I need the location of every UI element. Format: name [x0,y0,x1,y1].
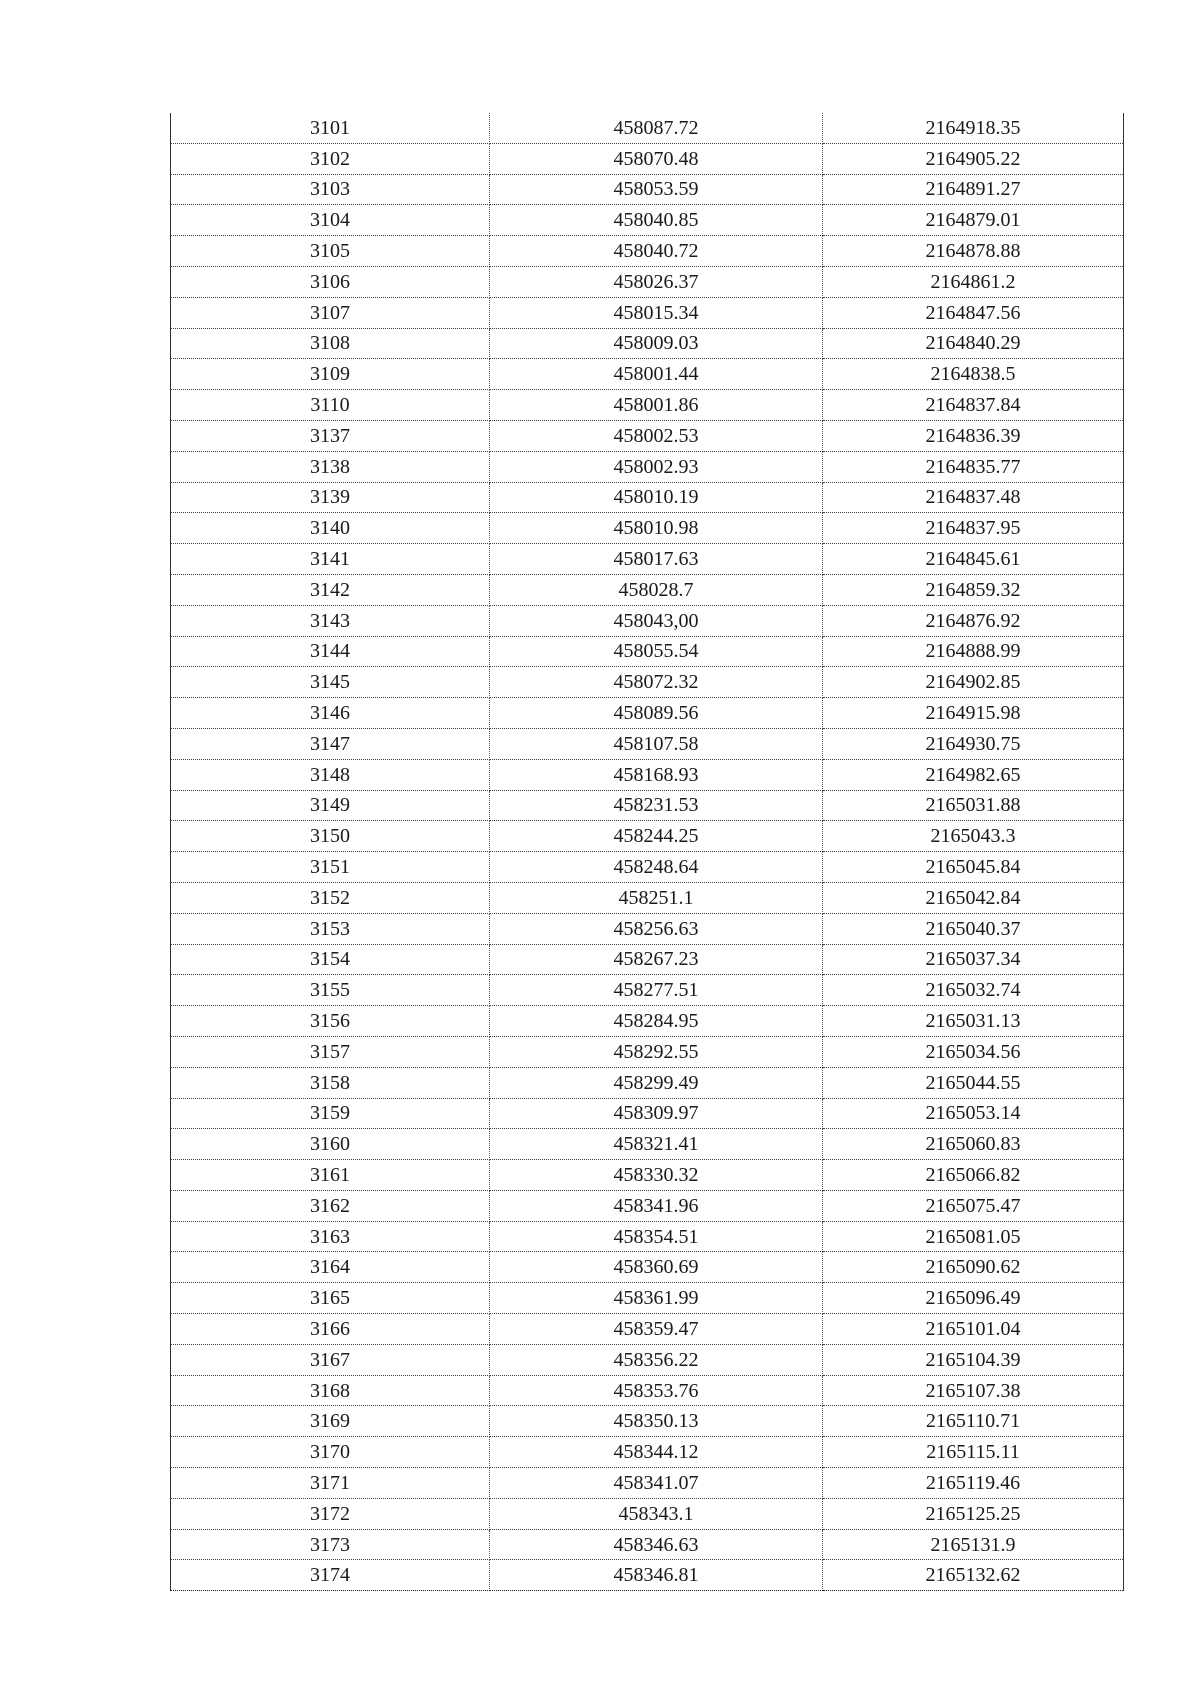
y-coordinate-cell: 2164902.85 [823,667,1124,698]
table-row [171,390,1124,421]
point-number-cell: 3104 [171,205,490,236]
table-row [171,236,1124,267]
x-coordinate-cell: 458072.32 [490,667,823,698]
point-number-cell: 3160 [171,1129,490,1160]
x-coordinate-cell: 458001.86 [490,390,823,421]
point-number-cell: 3149 [171,790,490,821]
x-coordinate-cell: 458292.55 [490,1036,823,1067]
y-coordinate-cell: 2165101.04 [823,1314,1124,1345]
y-coordinate-cell: 2165044.55 [823,1067,1124,1098]
point-number-cell: 3166 [171,1314,490,1345]
x-coordinate-cell: 458010.19 [490,482,823,513]
point-number-cell: 3171 [171,1468,490,1499]
table-row [171,1036,1124,1067]
point-number-cell: 3140 [171,513,490,544]
point-number-cell: 3164 [171,1252,490,1283]
table-row [171,174,1124,205]
table-row [171,698,1124,729]
table-row [171,1375,1124,1406]
table-row [171,913,1124,944]
x-coordinate-cell: 458251.1 [490,882,823,913]
y-coordinate-cell: 2164891.27 [823,174,1124,205]
y-coordinate-cell: 2165066.82 [823,1160,1124,1191]
y-coordinate-cell: 2165131.9 [823,1529,1124,1560]
table-row [171,1529,1124,1560]
point-number-cell: 3152 [171,882,490,913]
x-coordinate-cell: 458244.25 [490,821,823,852]
y-coordinate-cell: 2164837.84 [823,390,1124,421]
point-number-cell: 3101 [171,113,490,143]
point-number-cell: 3139 [171,482,490,513]
x-coordinate-cell: 458344.12 [490,1437,823,1468]
point-number-cell: 3150 [171,821,490,852]
y-coordinate-cell: 2164838.5 [823,359,1124,390]
y-coordinate-cell: 2165096.49 [823,1283,1124,1314]
table-row [171,667,1124,698]
table-row [171,113,1124,143]
point-number-cell: 3103 [171,174,490,205]
x-coordinate-cell: 458321.41 [490,1129,823,1160]
x-coordinate-cell: 458015.34 [490,297,823,328]
x-coordinate-cell: 458267.23 [490,944,823,975]
x-coordinate-cell: 458002.93 [490,451,823,482]
x-coordinate-cell: 458040.85 [490,205,823,236]
y-coordinate-cell: 2164918.35 [823,113,1124,143]
x-coordinate-cell: 458353.76 [490,1375,823,1406]
table-row [171,975,1124,1006]
point-number-cell: 3109 [171,359,490,390]
point-number-cell: 3102 [171,143,490,174]
x-coordinate-cell: 458350.13 [490,1406,823,1437]
point-number-cell: 3155 [171,975,490,1006]
x-coordinate-cell: 458341.96 [490,1190,823,1221]
table-row [171,451,1124,482]
y-coordinate-cell: 2165132.62 [823,1560,1124,1591]
table-row [171,574,1124,605]
x-coordinate-cell: 458341.07 [490,1468,823,1499]
table-row [171,790,1124,821]
y-coordinate-cell: 2164847.56 [823,297,1124,328]
table-row [171,852,1124,883]
x-coordinate-cell: 458001.44 [490,359,823,390]
point-number-cell: 3138 [171,451,490,482]
point-number-cell: 3172 [171,1498,490,1529]
point-number-cell: 3145 [171,667,490,698]
x-coordinate-cell: 458346.63 [490,1529,823,1560]
y-coordinate-cell: 2165081.05 [823,1221,1124,1252]
table-row [171,1437,1124,1468]
point-number-cell: 3165 [171,1283,490,1314]
y-coordinate-cell: 2164837.95 [823,513,1124,544]
x-coordinate-cell: 458231.53 [490,790,823,821]
table-row [171,513,1124,544]
x-coordinate-cell: 458277.51 [490,975,823,1006]
table-row [171,143,1124,174]
point-number-cell: 3157 [171,1036,490,1067]
x-coordinate-cell: 458343.1 [490,1498,823,1529]
table-row [171,482,1124,513]
y-coordinate-cell: 2164888.99 [823,636,1124,667]
point-number-cell: 3154 [171,944,490,975]
y-coordinate-cell: 2164930.75 [823,728,1124,759]
table-row [171,1406,1124,1437]
y-coordinate-cell: 2164859.32 [823,574,1124,605]
point-number-cell: 3173 [171,1529,490,1560]
y-coordinate-cell: 2165107.38 [823,1375,1124,1406]
point-number-cell: 3167 [171,1344,490,1375]
point-number-cell: 3141 [171,544,490,575]
point-number-cell: 3162 [171,1190,490,1221]
y-coordinate-cell: 2165040.37 [823,913,1124,944]
table-row [171,1344,1124,1375]
table-row [171,544,1124,575]
y-coordinate-cell: 2165110.71 [823,1406,1124,1437]
point-number-cell: 3146 [171,698,490,729]
point-number-cell: 3147 [171,728,490,759]
table-row [171,882,1124,913]
y-coordinate-cell: 2165060.83 [823,1129,1124,1160]
table-row [171,420,1124,451]
point-number-cell: 3163 [171,1221,490,1252]
x-coordinate-cell: 458356.22 [490,1344,823,1375]
table-row [171,1129,1124,1160]
x-coordinate-cell: 458026.37 [490,266,823,297]
y-coordinate-cell: 2165043.3 [823,821,1124,852]
point-number-cell: 3159 [171,1098,490,1129]
y-coordinate-cell: 2165104.39 [823,1344,1124,1375]
x-coordinate-cell: 458107.58 [490,728,823,759]
x-coordinate-cell: 458028.7 [490,574,823,605]
table-row [171,1067,1124,1098]
x-coordinate-cell: 458330.32 [490,1160,823,1191]
x-coordinate-cell: 458309.97 [490,1098,823,1129]
y-coordinate-cell: 2164905.22 [823,143,1124,174]
point-number-cell: 3168 [171,1375,490,1406]
x-coordinate-cell: 458053.59 [490,174,823,205]
point-number-cell: 3137 [171,420,490,451]
x-coordinate-cell: 458361.99 [490,1283,823,1314]
x-coordinate-cell: 458359.47 [490,1314,823,1345]
x-coordinate-cell: 458248.64 [490,852,823,883]
table-row [171,1006,1124,1037]
x-coordinate-cell: 458002.53 [490,420,823,451]
y-coordinate-cell: 2164878.88 [823,236,1124,267]
y-coordinate-cell: 2165115.11 [823,1437,1124,1468]
table-row [171,821,1124,852]
point-number-cell: 3108 [171,328,490,359]
point-number-cell: 3107 [171,297,490,328]
x-coordinate-cell: 458354.51 [490,1221,823,1252]
y-coordinate-cell: 2165032.74 [823,975,1124,1006]
table-row [171,359,1124,390]
x-coordinate-cell: 458299.49 [490,1067,823,1098]
coordinates-table [170,113,1124,1591]
x-coordinate-cell: 458087.72 [490,113,823,143]
x-coordinate-cell: 458256.63 [490,913,823,944]
table-row [171,759,1124,790]
y-coordinate-cell: 2165034.56 [823,1036,1124,1067]
point-number-cell: 3151 [171,852,490,883]
y-coordinate-cell: 2164861.2 [823,266,1124,297]
table-row [171,1283,1124,1314]
table-row [171,636,1124,667]
table-row [171,328,1124,359]
table-row [171,297,1124,328]
table-row [171,1252,1124,1283]
y-coordinate-cell: 2165031.13 [823,1006,1124,1037]
point-number-cell: 3142 [171,574,490,605]
x-coordinate-cell: 458360.69 [490,1252,823,1283]
table-row [171,1468,1124,1499]
x-coordinate-cell: 458010.98 [490,513,823,544]
point-number-cell: 3110 [171,390,490,421]
table-row [171,1221,1124,1252]
y-coordinate-cell: 2165119.46 [823,1468,1124,1499]
y-coordinate-cell: 2164845.61 [823,544,1124,575]
point-number-cell: 3148 [171,759,490,790]
y-coordinate-cell: 2164879.01 [823,205,1124,236]
point-number-cell: 3170 [171,1437,490,1468]
point-number-cell: 3105 [171,236,490,267]
y-coordinate-cell: 2165037.34 [823,944,1124,975]
x-coordinate-cell: 458009.03 [490,328,823,359]
y-coordinate-cell: 2164837.48 [823,482,1124,513]
y-coordinate-cell: 2165045.84 [823,852,1124,883]
point-number-cell: 3161 [171,1160,490,1191]
y-coordinate-cell: 2164982.65 [823,759,1124,790]
y-coordinate-cell: 2164840.29 [823,328,1124,359]
table-row [171,205,1124,236]
table-row [171,1560,1124,1591]
y-coordinate-cell: 2164876.92 [823,605,1124,636]
y-coordinate-cell: 2164836.39 [823,420,1124,451]
point-number-cell: 3169 [171,1406,490,1437]
point-number-cell: 3153 [171,913,490,944]
point-number-cell: 3144 [171,636,490,667]
point-number-cell: 3156 [171,1006,490,1037]
y-coordinate-cell: 2164915.98 [823,698,1124,729]
y-coordinate-cell: 2165125.25 [823,1498,1124,1529]
y-coordinate-cell: 2164835.77 [823,451,1124,482]
table-row [171,605,1124,636]
x-coordinate-cell: 458346.81 [490,1560,823,1591]
x-coordinate-cell: 458284.95 [490,1006,823,1037]
point-number-cell: 3106 [171,266,490,297]
table-row [171,266,1124,297]
coordinates-table-body [171,113,1124,1591]
y-coordinate-cell: 2165075.47 [823,1190,1124,1221]
x-coordinate-cell: 458168.93 [490,759,823,790]
point-number-cell: 3158 [171,1067,490,1098]
x-coordinate-cell: 458040.72 [490,236,823,267]
table-row [171,1314,1124,1345]
table-row [171,1190,1124,1221]
point-number-cell: 3143 [171,605,490,636]
table-row [171,1498,1124,1529]
table-row [171,728,1124,759]
y-coordinate-cell: 2165090.62 [823,1252,1124,1283]
table-row [171,1160,1124,1191]
point-number-cell: 3174 [171,1560,490,1591]
x-coordinate-cell: 458070.48 [490,143,823,174]
y-coordinate-cell: 2165053.14 [823,1098,1124,1129]
y-coordinate-cell: 2165031.88 [823,790,1124,821]
y-coordinate-cell: 2165042.84 [823,882,1124,913]
x-coordinate-cell: 458043,00 [490,605,823,636]
table-row [171,944,1124,975]
table-row [171,1098,1124,1129]
x-coordinate-cell: 458089.56 [490,698,823,729]
x-coordinate-cell: 458055.54 [490,636,823,667]
x-coordinate-cell: 458017.63 [490,544,823,575]
